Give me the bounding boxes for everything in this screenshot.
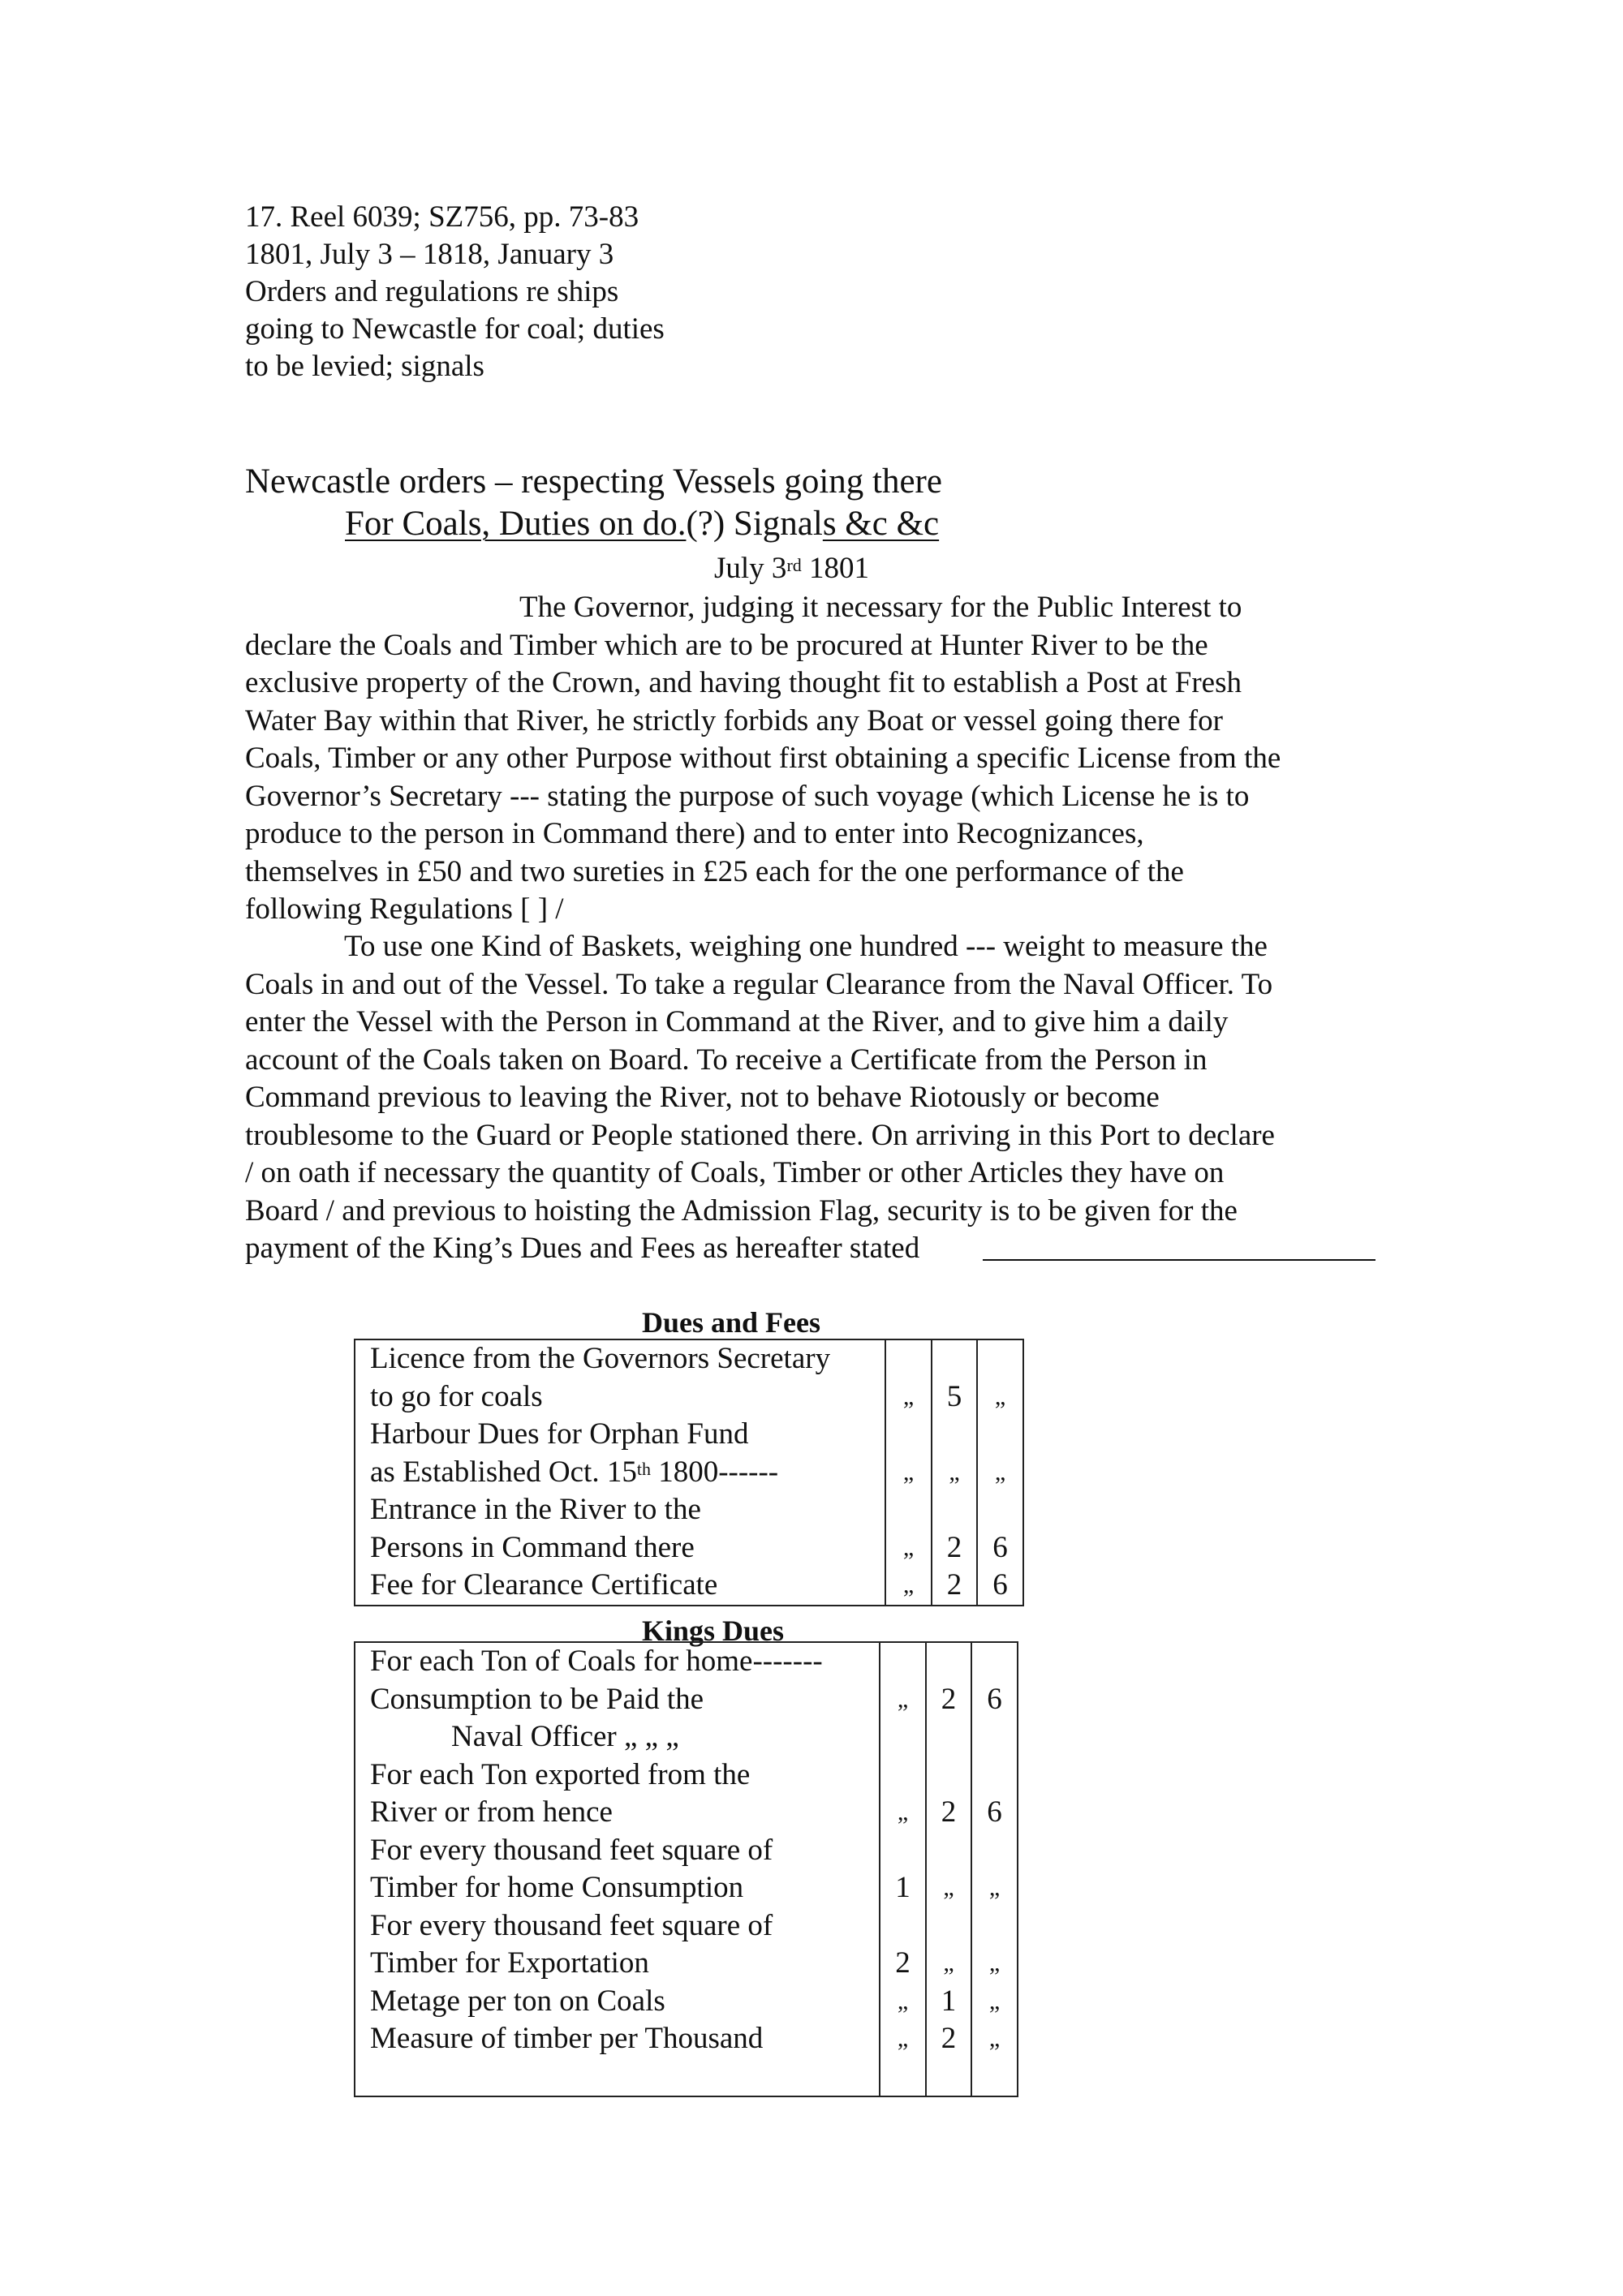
spacer bbox=[370, 2058, 879, 2096]
amount-value: „ bbox=[897, 1799, 909, 1825]
amount-value: 2 bbox=[941, 1682, 957, 1716]
amount-value: 6 bbox=[992, 1530, 1008, 1564]
spacer bbox=[927, 2058, 971, 2096]
paragraph-line: Coals, Timber or any other Purpose without first obtaining a specific License from the bbox=[245, 742, 1281, 775]
ordinal-suffix: th bbox=[636, 1458, 651, 1479]
fee-description-line: Measure of timber per Thousand bbox=[370, 2022, 764, 2055]
amount-value: „ bbox=[943, 1874, 954, 1901]
spacer bbox=[932, 1491, 976, 1529]
document-subtitle bbox=[345, 503, 939, 545]
pounds-column bbox=[880, 1642, 926, 2096]
paragraph-line: account of the Coals taken on Board. To receive a Certificate from the Person in bbox=[245, 1043, 1208, 1077]
spacer bbox=[886, 1416, 931, 1454]
paragraph-line: Water Bay within that River, he strictly forbids any Boat or vessel going there for bbox=[245, 703, 1223, 737]
dues-and-fees-caption: Dues and Fees bbox=[642, 1306, 821, 1339]
amount-value: 2 bbox=[941, 1795, 957, 1829]
amount-value: „ bbox=[902, 1458, 915, 1486]
date-year: 1801 bbox=[801, 552, 870, 585]
spacer bbox=[978, 1416, 1022, 1454]
fee-description-line: Timber for Exportation bbox=[370, 1946, 649, 1980]
fee-description-line: Persons in Command there bbox=[370, 1530, 695, 1564]
amount-value: 6 bbox=[987, 1682, 1002, 1716]
fee-description-line: Naval Officer „ „ „ bbox=[451, 1720, 679, 1753]
paragraph-line: enter the Vessel with the Person in Command at the River, and to give him a daily bbox=[245, 1005, 1229, 1038]
fee-description-line: For each Ton of Coals for home------- bbox=[370, 1645, 823, 1678]
shillings-column bbox=[932, 1339, 977, 1606]
spacer bbox=[927, 1756, 971, 1795]
kings-dues-caption: Kings Dues bbox=[642, 1615, 785, 1647]
spacer bbox=[932, 1340, 976, 1378]
fee-description-line: Licence from the Governors Secretary bbox=[370, 1342, 831, 1375]
summary-line: going to Newcastle for coal; duties bbox=[245, 312, 665, 346]
spacer bbox=[972, 2058, 1017, 2096]
amount-value: „ bbox=[988, 1950, 1001, 1976]
signature-rule bbox=[983, 1259, 1375, 1261]
paragraph-line: declare the Coals and Timber which are to be procured at Hunter River to be the bbox=[245, 628, 1208, 662]
spacer bbox=[927, 1643, 971, 1681]
paragraph-line: following Regulations [ ] / bbox=[245, 892, 564, 926]
amount-value: „ bbox=[988, 1987, 1001, 2014]
spacer bbox=[972, 1832, 1017, 1870]
paragraph-line: The Governor, judging it necessary for the Public Interest to bbox=[519, 591, 1242, 624]
paragraph-line: themselves in £50 and two sureties in £25 each for the one performance of the bbox=[245, 854, 1184, 888]
fee-description-line: For each Ton exported from the bbox=[370, 1757, 751, 1791]
description-column bbox=[355, 1339, 885, 1606]
amount-value: „ bbox=[943, 1950, 954, 1976]
description-column bbox=[355, 1642, 880, 2096]
paragraph-line: Coals in and out of the Vessel. To take a regular Clearance from the Naval Officer. To bbox=[245, 967, 1273, 1001]
fee-description-line: as Established Oct. 15th 1800------ bbox=[370, 1455, 779, 1489]
paragraph-line: / on oath if necessary the quantity of Coals, Timber or other Articles they have on bbox=[245, 1156, 1225, 1189]
fee-description-line: Timber for home Consumption bbox=[370, 1871, 744, 1904]
spacer bbox=[927, 1907, 971, 1946]
paragraph-line: Board / and previous to hoisting the Admission Flag, security is to be given for the bbox=[245, 1193, 1238, 1228]
kings-dues-table bbox=[354, 1641, 1018, 2097]
fee-description-line: Harbour Dues for Orphan Fund bbox=[370, 1417, 749, 1451]
paragraph-line: Command previous to leaving the River, not to behave Riotously or become bbox=[245, 1081, 1160, 1114]
spacer bbox=[932, 1416, 976, 1454]
amount-value: „ bbox=[902, 1572, 915, 1598]
amount-value: „ bbox=[949, 1458, 960, 1486]
paragraph-line: Governor’s Secretary --- stating the purpose of such voyage (which License he is to bbox=[245, 779, 1250, 813]
pence-column bbox=[977, 1339, 1023, 1606]
spacer bbox=[886, 1340, 931, 1378]
spacer bbox=[978, 1491, 1022, 1529]
fee-description-line: For every thousand feet square of bbox=[370, 1833, 773, 1867]
summary-line: Orders and regulations re ships bbox=[245, 275, 619, 308]
spacer bbox=[880, 2058, 925, 2096]
amount-value: „ bbox=[994, 1382, 1006, 1410]
spacer bbox=[972, 1907, 1017, 1946]
amount-value: „ bbox=[897, 1685, 909, 1713]
spacer bbox=[880, 1756, 925, 1795]
fee-description-line: Metage per ton on Coals bbox=[370, 1984, 665, 2018]
shillings-column bbox=[926, 1642, 971, 2096]
spacer bbox=[972, 1718, 1017, 1756]
amount-value: 6 bbox=[987, 1795, 1002, 1829]
paragraph-line: To use one Kind of Baskets, weighing one hundred --- weight to measure the bbox=[344, 930, 1268, 963]
subtitle-underlined-part: s &c &c bbox=[822, 505, 940, 543]
amount-value: „ bbox=[902, 1382, 915, 1410]
spacer bbox=[886, 1491, 931, 1529]
reference-line: 17. Reel 6039; SZ756, pp. 73-83 bbox=[245, 200, 639, 234]
amount-value: 2 bbox=[941, 2022, 957, 2055]
spacer bbox=[880, 1832, 925, 1870]
amount-value: 2 bbox=[895, 1946, 911, 1980]
summary-line: to be levied; signals bbox=[245, 350, 484, 383]
amount-value: „ bbox=[902, 1533, 915, 1561]
amount-value: „ bbox=[897, 2025, 909, 2052]
amount-value: 1 bbox=[941, 1984, 957, 2018]
amount-value: 2 bbox=[946, 1568, 962, 1602]
spacer bbox=[880, 1718, 925, 1756]
amount-value: „ bbox=[994, 1458, 1006, 1486]
spacer bbox=[880, 1907, 925, 1946]
paragraph-line: produce to the person in Command there) and to enter into Recognizances, bbox=[245, 817, 1144, 850]
order-date bbox=[714, 550, 869, 587]
amount-value: 1 bbox=[895, 1871, 911, 1904]
fee-description-line: Fee for Clearance Certificate bbox=[370, 1568, 718, 1602]
amount-value: 2 bbox=[946, 1530, 962, 1564]
paragraph-line: exclusive property of the Crown, and having thought fit to establish a Post at Fresh bbox=[245, 666, 1242, 699]
regulations-paragraph bbox=[245, 928, 1397, 1268]
date-range-line: 1801, July 3 – 1818, January 3 bbox=[245, 238, 614, 271]
paragraph-line: payment of the King’s Dues and Fees as hereafter stated bbox=[245, 1232, 920, 1265]
spacer bbox=[972, 1643, 1017, 1681]
fee-description-line: to go for coals bbox=[370, 1379, 543, 1413]
spacer bbox=[972, 1756, 1017, 1795]
date-day: July 3 bbox=[714, 552, 787, 585]
amount-value: 5 bbox=[946, 1379, 962, 1413]
amount-value: „ bbox=[897, 1987, 909, 2014]
fee-description-line: River or from hence bbox=[370, 1795, 613, 1829]
spacer bbox=[978, 1340, 1022, 1378]
spacer bbox=[927, 1718, 971, 1756]
dues-and-fees-table bbox=[354, 1339, 1024, 1606]
fee-description-line: Entrance in the River to the bbox=[370, 1493, 701, 1526]
table-row bbox=[355, 1339, 1023, 1606]
pounds-column bbox=[885, 1339, 932, 1606]
spacer bbox=[880, 1643, 925, 1681]
order-paragraph bbox=[245, 589, 1397, 929]
amount-value: „ bbox=[988, 2025, 1001, 2052]
paragraph-line: troublesome to the Guard or People stationed there. On arriving in this Port to declare bbox=[245, 1118, 1275, 1152]
date-ordinal: rd bbox=[786, 555, 802, 575]
subtitle-plain-part: (?) Signal bbox=[686, 505, 823, 543]
subtitle-underlined-part: For Coals, Duties on do. bbox=[345, 505, 687, 543]
document-title: Newcastle orders – respecting Vessels going there bbox=[245, 462, 942, 501]
fee-description-line: Consumption to be Paid the bbox=[370, 1682, 704, 1716]
fee-description-line: For every thousand feet square of bbox=[370, 1908, 773, 1942]
table-row bbox=[355, 1642, 1018, 2096]
spacer bbox=[927, 1832, 971, 1870]
amount-value: 6 bbox=[992, 1568, 1008, 1602]
amount-value: „ bbox=[988, 1874, 1001, 1901]
pence-column bbox=[971, 1642, 1018, 2096]
